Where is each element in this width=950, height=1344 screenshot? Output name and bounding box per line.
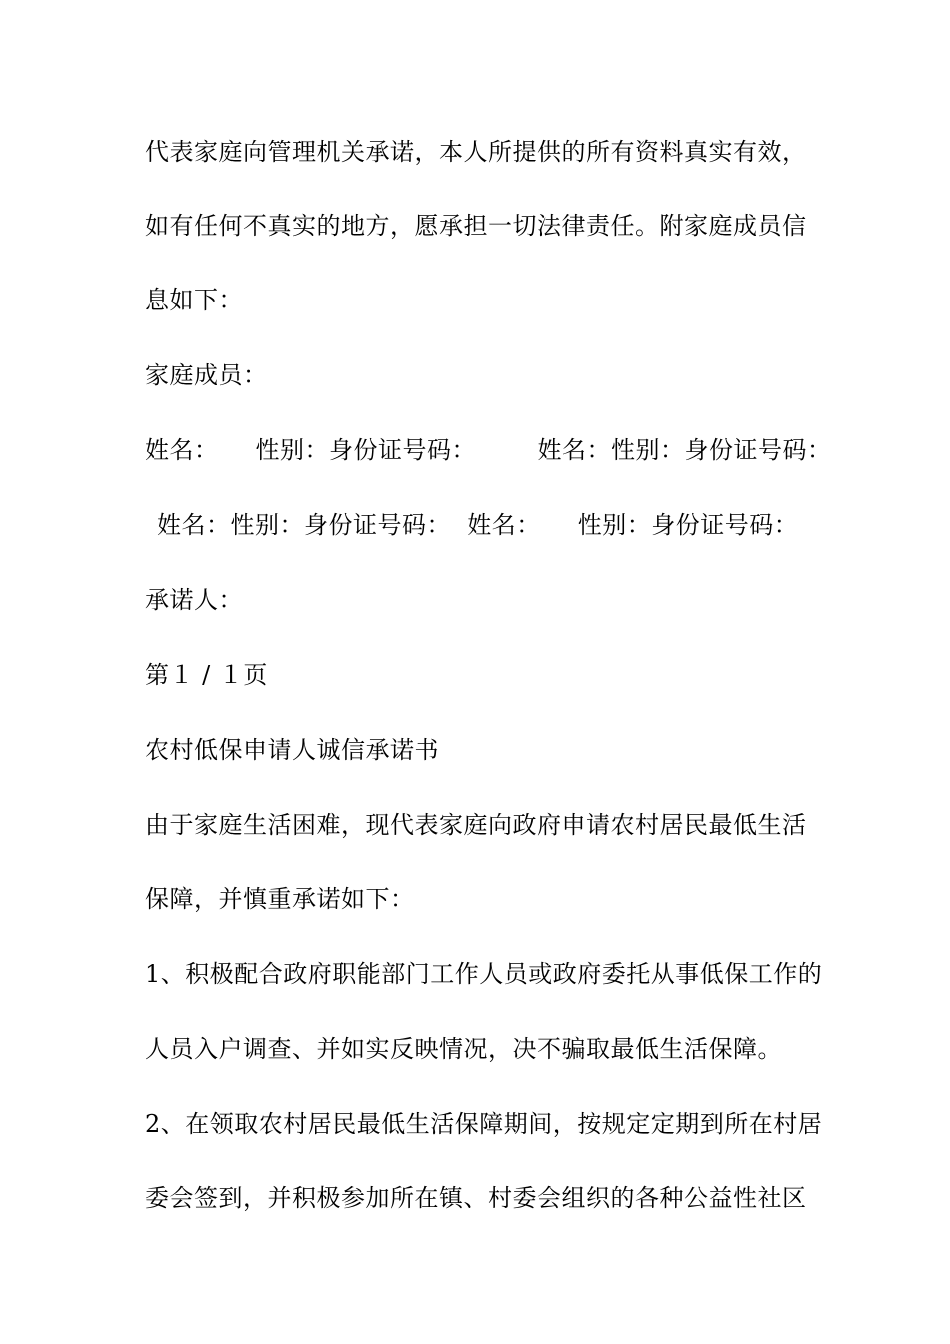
paragraph-line: 保障，并慎重承诺如下： [145, 885, 415, 913]
paragraph-line: 由于家庭生活困难，现代表家庭向政府申请农村居民最低生活 [145, 811, 807, 839]
promisor-label: 承诺人： [145, 586, 243, 614]
page-number: 第１ / １页 [145, 661, 268, 689]
paragraph-line: 委会签到，并积极参加所在镇、村委会组织的各种公益性社区 [145, 1184, 807, 1212]
paragraph-line: 2、在领取农村居民最低生活保障期间，按规定定期到所在村居 [145, 1110, 823, 1138]
family-members-label: 家庭成员： [145, 361, 268, 389]
paragraph-line: 代表家庭向管理机关承诺，本人所提供的所有资料真实有效， [145, 138, 807, 166]
member-info-line: 姓名： 性别：身份证号码： 姓名：性别：身份证号码： [145, 436, 832, 464]
document-title: 农村低保申请人诚信承诺书 [145, 736, 439, 764]
member-info-line: 姓名：性别：身份证号码： 姓名： 性别：身份证号码： [157, 511, 799, 539]
paragraph-line: 如有任何不真实的地方，愿承担一切法律责任。附家庭成员信 [145, 212, 807, 240]
paragraph-line: 息如下： [145, 286, 243, 314]
paragraph-line: 1、积极配合政府职能部门工作人员或政府委托从事低保工作的 [145, 960, 823, 988]
paragraph-line: 人员入户调查、并如实反映情况，决不骗取最低生活保障。 [145, 1035, 782, 1063]
